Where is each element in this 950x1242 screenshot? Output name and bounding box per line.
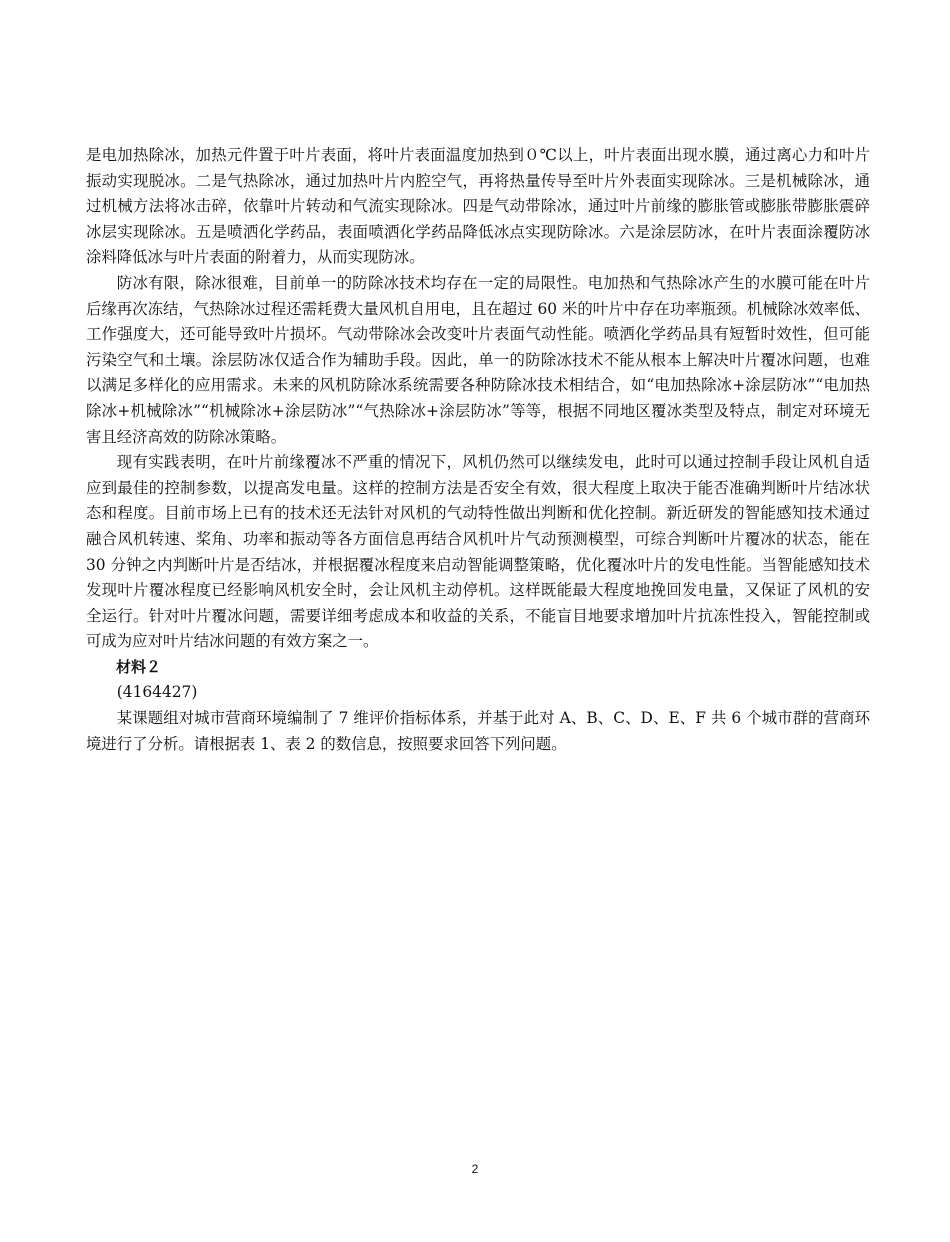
paragraph-deicing-methods: 是电加热除冰，加热元件置于叶片表面，将叶片表面温度加热到０℃以上，叶片表面出现水膜，通过离心力和叶片振动实现脱冰。二是气热除冰，通过加热叶片内腔空气，再将热量传导至叶片外表面实现除冰。三是机械除冰，通过机械方法将冰击碎，依靠叶片转动和气流实现除冰。四是气动带除冰，通过叶片前缘的膨胀管或膨胀带膨胀震碎冰层实现除冰。五是喷洒化学药品，表面喷洒化学药品降低冰点实现防除冰。六是涂层防冰，在叶片表面涂覆防冰涂料降低冰与叶片表面的附着力，从而实现防冰。 bbox=[86, 146, 870, 267]
material-reference-id: (4164427) bbox=[116, 683, 198, 702]
document-body bbox=[86, 143, 870, 757]
paragraph-material-intro: 某课题组对城市营商环境编制了 7 维评价指标体系，并基于此对 A、B、C、D、E、F 共 6 个城市群的营商环境进行了分析。请根据表 1、表 2 的数信息，按照要求回答下列问题。 bbox=[86, 709, 870, 753]
paragraph-limitations: 防冰有限，除冰很难，目前单一的防除冰技术均存在一定的局限性。电加热和气热除冰产生的水膜可能在叶片后缘再次冻结，气热除冰过程还需耗费大量风机自用电，且在超过 60 米的叶片中存在功率瓶颈。机械除冰效率低、工作强度大，还可能导致叶片损坏。气动带除冰会改变叶片表面气动性能。喷洒化学药品具有短暂时效性，但可能污染空气和土壤。涂层防冰仅适合作为辅助手段。因此，单一的防除冰技术不能从根本上解决叶片覆冰问题，也难以满足多样化的应用需求。未来的风机防除冰系统需要各种防除冰技术相结合，如“电加热除冰+涂层防冰”“电加热除冰+机械除冰”“机械除冰+涂层防冰”“气热除冰+涂层防冰”等等，根据不同地区覆冰类型及特点，制定对环境无害且经济高效的防除冰策略。 bbox=[86, 273, 870, 446]
material-heading: 材料２ bbox=[116, 657, 162, 676]
paragraph-smart-control: 现有实践表明，在叶片前缘覆冰不严重的情况下，风机仍然可以继续发电，此时可以通过控制手段让风机自适应到最佳的控制参数，以提高发电量。这样的控制方法是否安全有效，很大程度上取决于能否准确判断叶片结冰状态和程度。目前市场上已有的技术还无法针对风机的气动特性做出判断和优化控制。新近研发的智能感知技术通过融合风机转速、桨角、功率和振动等各方面信息再结合风机叶片气动预测模型，可综合判断叶片覆冰的状态，能在 30 分钟之内判断叶片是否结冰，并根据覆冰程度来启动智能调整策略，优化覆冰叶片的发电性能。当智能感知技术发现叶片覆冰程度已经影响风机安全时，会让风机主动停机。这样既能最大程度地挽回发电量，又保证了风机的安全运行。针对叶片覆冰问题，需要详细考虑成本和收益的关系，不能盲目地要求增加叶片抗冻性投入，智能控制或可成为应对叶片结冰问题的有效方案之一。 bbox=[86, 453, 870, 651]
page-number: 2 bbox=[471, 1162, 479, 1176]
